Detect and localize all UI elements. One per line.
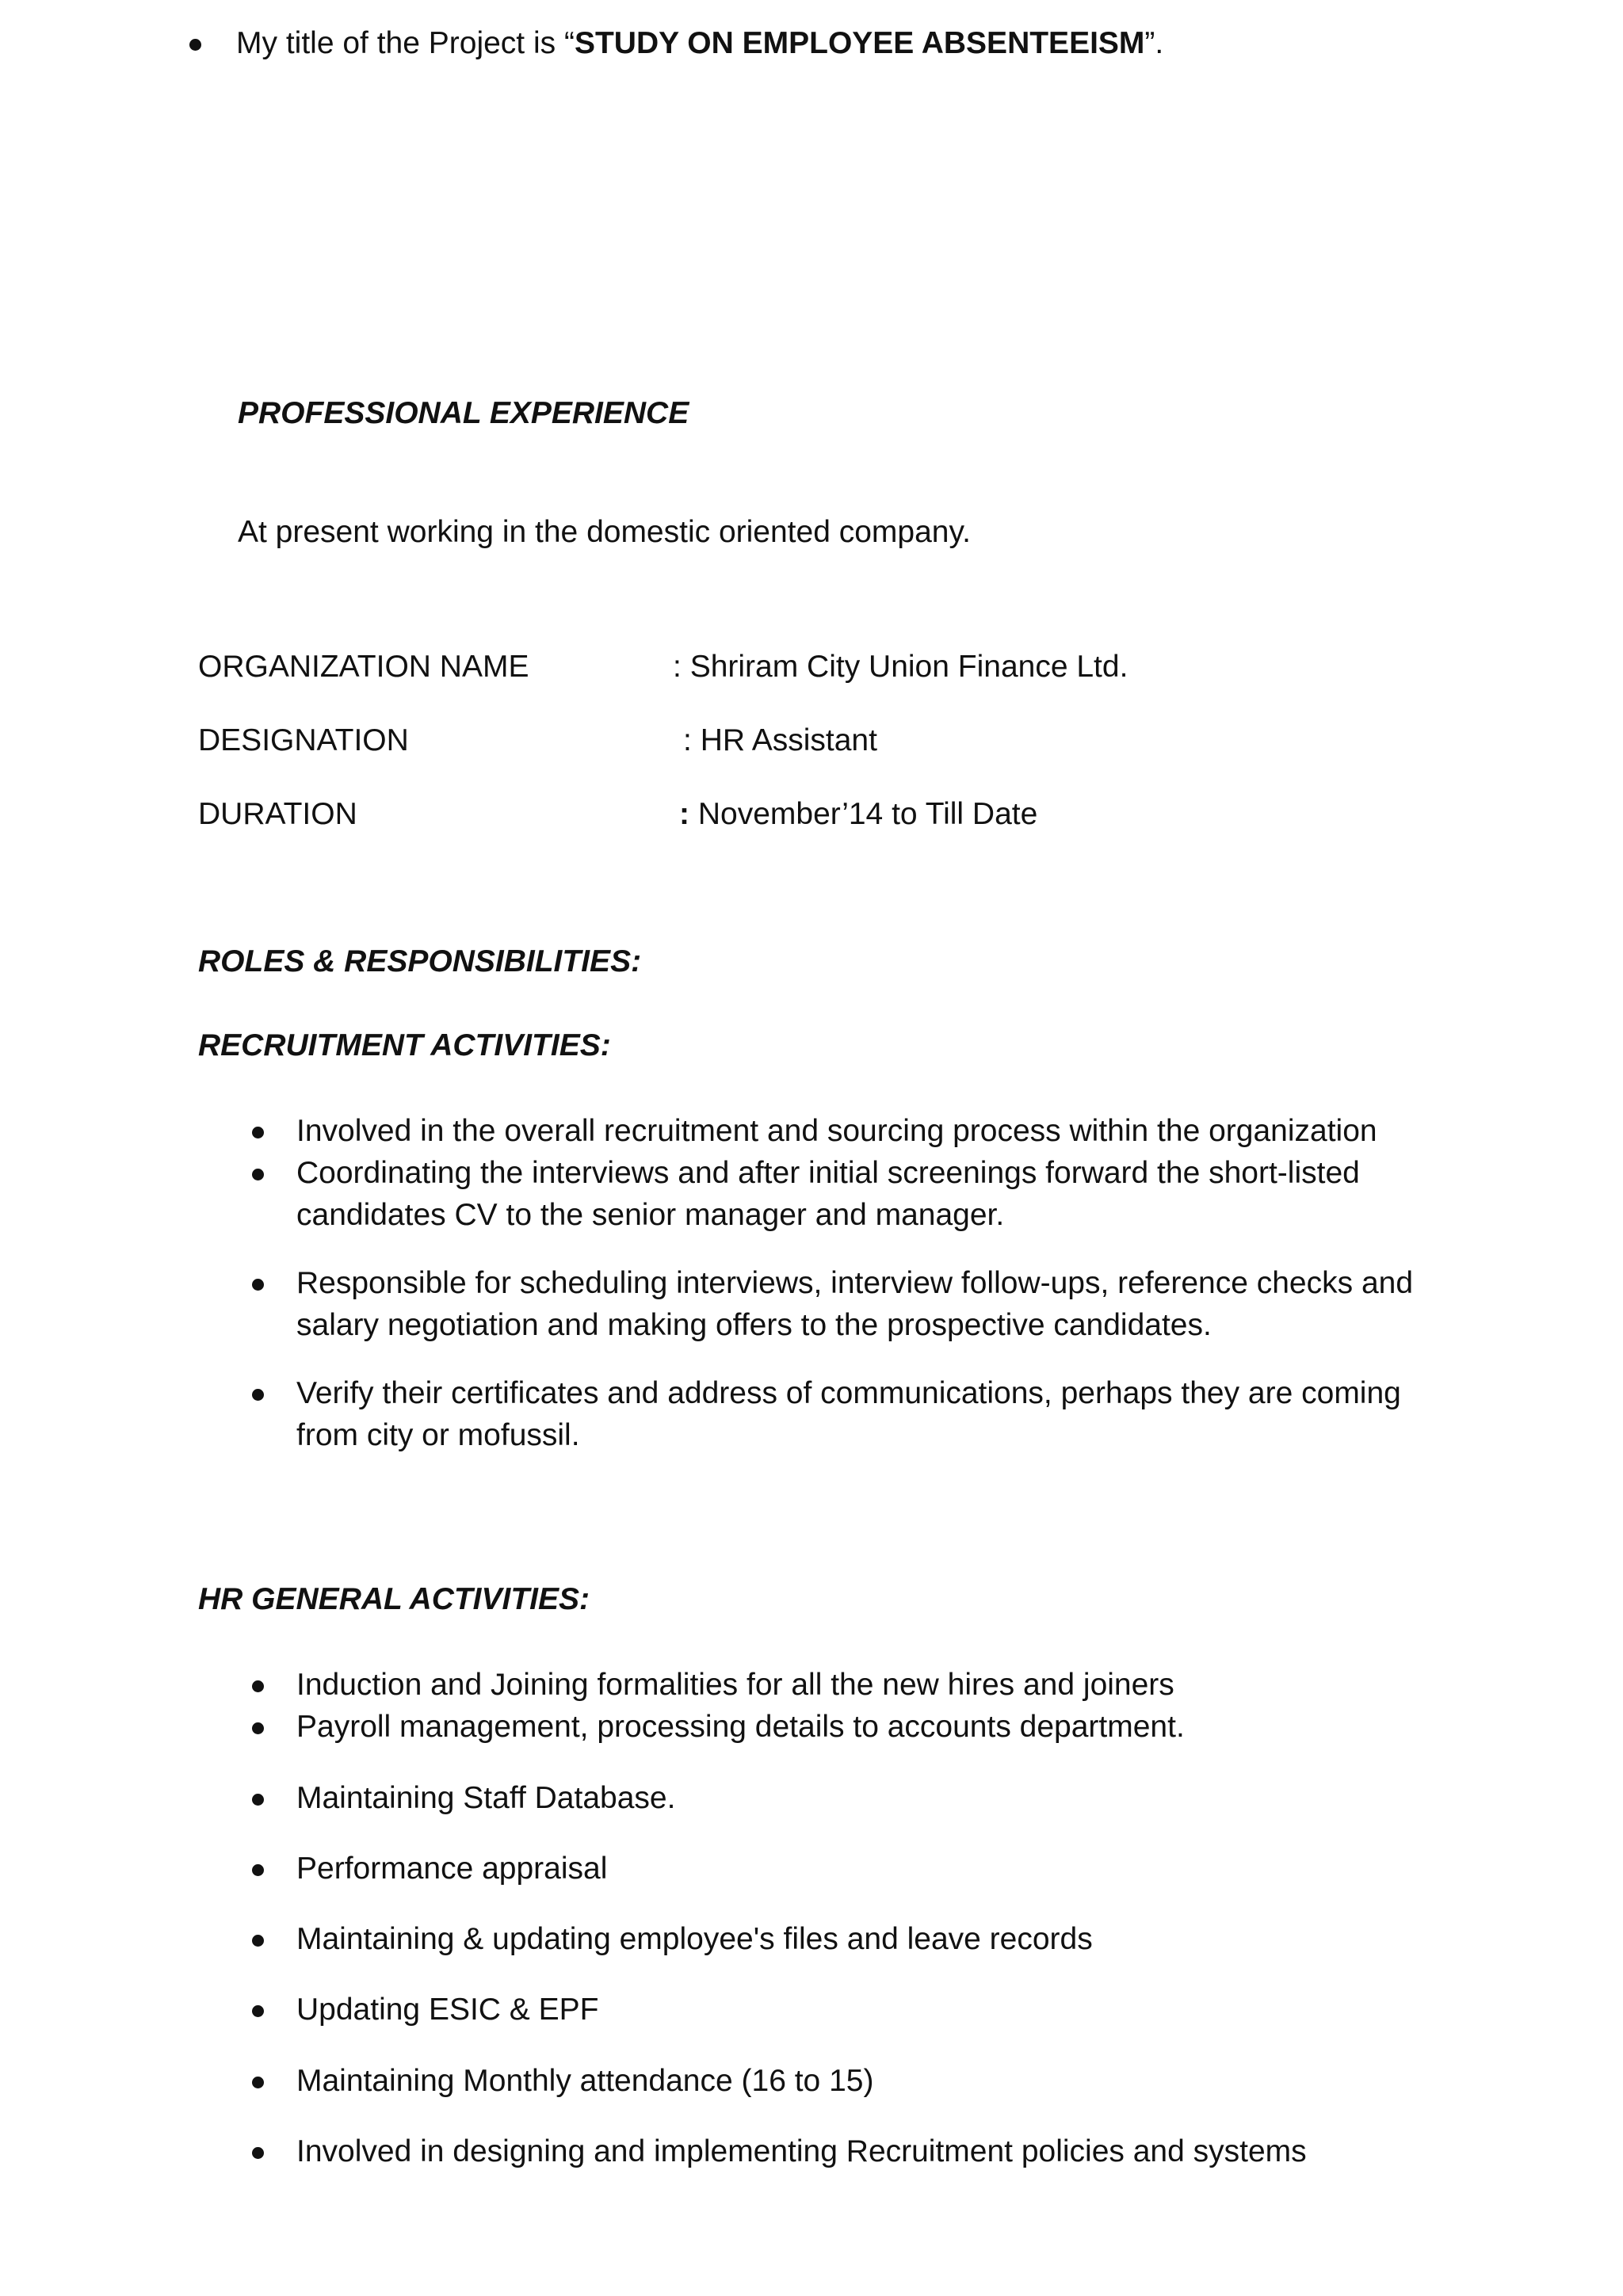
- bullet-icon: [252, 1864, 264, 1876]
- hr-general-heading: HR GENERAL ACTIVITIES:: [198, 1582, 590, 1616]
- recruitment-item: Coordinating the interviews and after initial screenings forward the short-listed: [296, 1156, 1360, 1190]
- hr-general-item: Payroll management, processing details to accounts department.: [296, 1710, 1185, 1744]
- hr-general-item: Maintaining Staff Database.: [296, 1781, 676, 1815]
- recruitment-item: Involved in the overall recruitment and sourcing process within the organization: [296, 1114, 1377, 1148]
- bullet-icon: [252, 1794, 264, 1806]
- detail-separator: :: [673, 650, 682, 684]
- recruitment-item: Verify their certificates and address of communications, perhaps they are coming: [296, 1376, 1401, 1410]
- recruitment-item-continuation: candidates CV to the senior manager and manager.: [296, 1198, 1005, 1232]
- hr-general-item: Induction and Joining formalities for all the new hires and joiners: [296, 1668, 1174, 1702]
- bullet-icon: [252, 1935, 264, 1947]
- bullet-icon: [252, 2077, 264, 2088]
- project-title-suffix: ”.: [1144, 26, 1164, 60]
- detail-label-designation: DESIGNATION: [198, 723, 409, 757]
- detail-value-organization: [673, 646, 1128, 688]
- project-title-prefix: My title of the Project is “: [236, 26, 575, 60]
- organization-name: Shriram City Union Finance Ltd.: [689, 650, 1128, 684]
- hr-general-item: Performance appraisal: [296, 1852, 608, 1886]
- project-title-line: [236, 22, 1163, 64]
- bullet-icon: [252, 1680, 264, 1692]
- detail-label-organization: ORGANIZATION NAME: [198, 650, 529, 684]
- bullet-icon: [252, 2005, 264, 2017]
- roles-heading: ROLES & RESPONSIBILITIES:: [198, 944, 642, 978]
- detail-label-duration: DURATION: [198, 797, 357, 831]
- recruitment-item-continuation: salary negotiation and making offers to the prospective candidates.: [296, 1308, 1212, 1342]
- bullet-icon: [252, 1279, 264, 1291]
- hr-general-item: Maintaining & updating employee's files and leave records: [296, 1922, 1093, 1956]
- duration: November’14 to Till Date: [697, 797, 1038, 831]
- experience-intro: At present working in the domestic oriented company.: [238, 515, 971, 549]
- detail-value-designation: [683, 719, 877, 761]
- recruitment-heading: RECRUITMENT ACTIVITIES:: [198, 1028, 611, 1062]
- bullet-icon: [252, 1169, 264, 1180]
- recruitment-item: Responsible for scheduling interviews, interview follow-ups, reference checks and: [296, 1266, 1414, 1300]
- recruitment-item-continuation: from city or mofussil.: [296, 1418, 580, 1452]
- detail-separator: :: [683, 723, 692, 757]
- hr-general-item: Involved in designing and implementing Recruitment policies and systems: [296, 2134, 1307, 2168]
- designation: HR Assistant: [700, 723, 877, 757]
- professional-experience-heading: PROFESSIONAL EXPERIENCE: [238, 396, 689, 430]
- bullet-icon: [252, 2147, 264, 2159]
- bullet-icon: [252, 1389, 264, 1401]
- project-title: STUDY ON EMPLOYEE ABSENTEEISM: [574, 26, 1145, 60]
- bullet-icon: [252, 1127, 264, 1138]
- hr-general-item: Updating ESIC & EPF: [296, 1993, 599, 2027]
- detail-value-duration: [679, 793, 1037, 835]
- hr-general-item: Maintaining Monthly attendance (16 to 15): [296, 2064, 874, 2098]
- bullet-icon: [252, 1722, 264, 1734]
- detail-separator: :: [679, 797, 689, 831]
- bullet-icon: [189, 39, 201, 51]
